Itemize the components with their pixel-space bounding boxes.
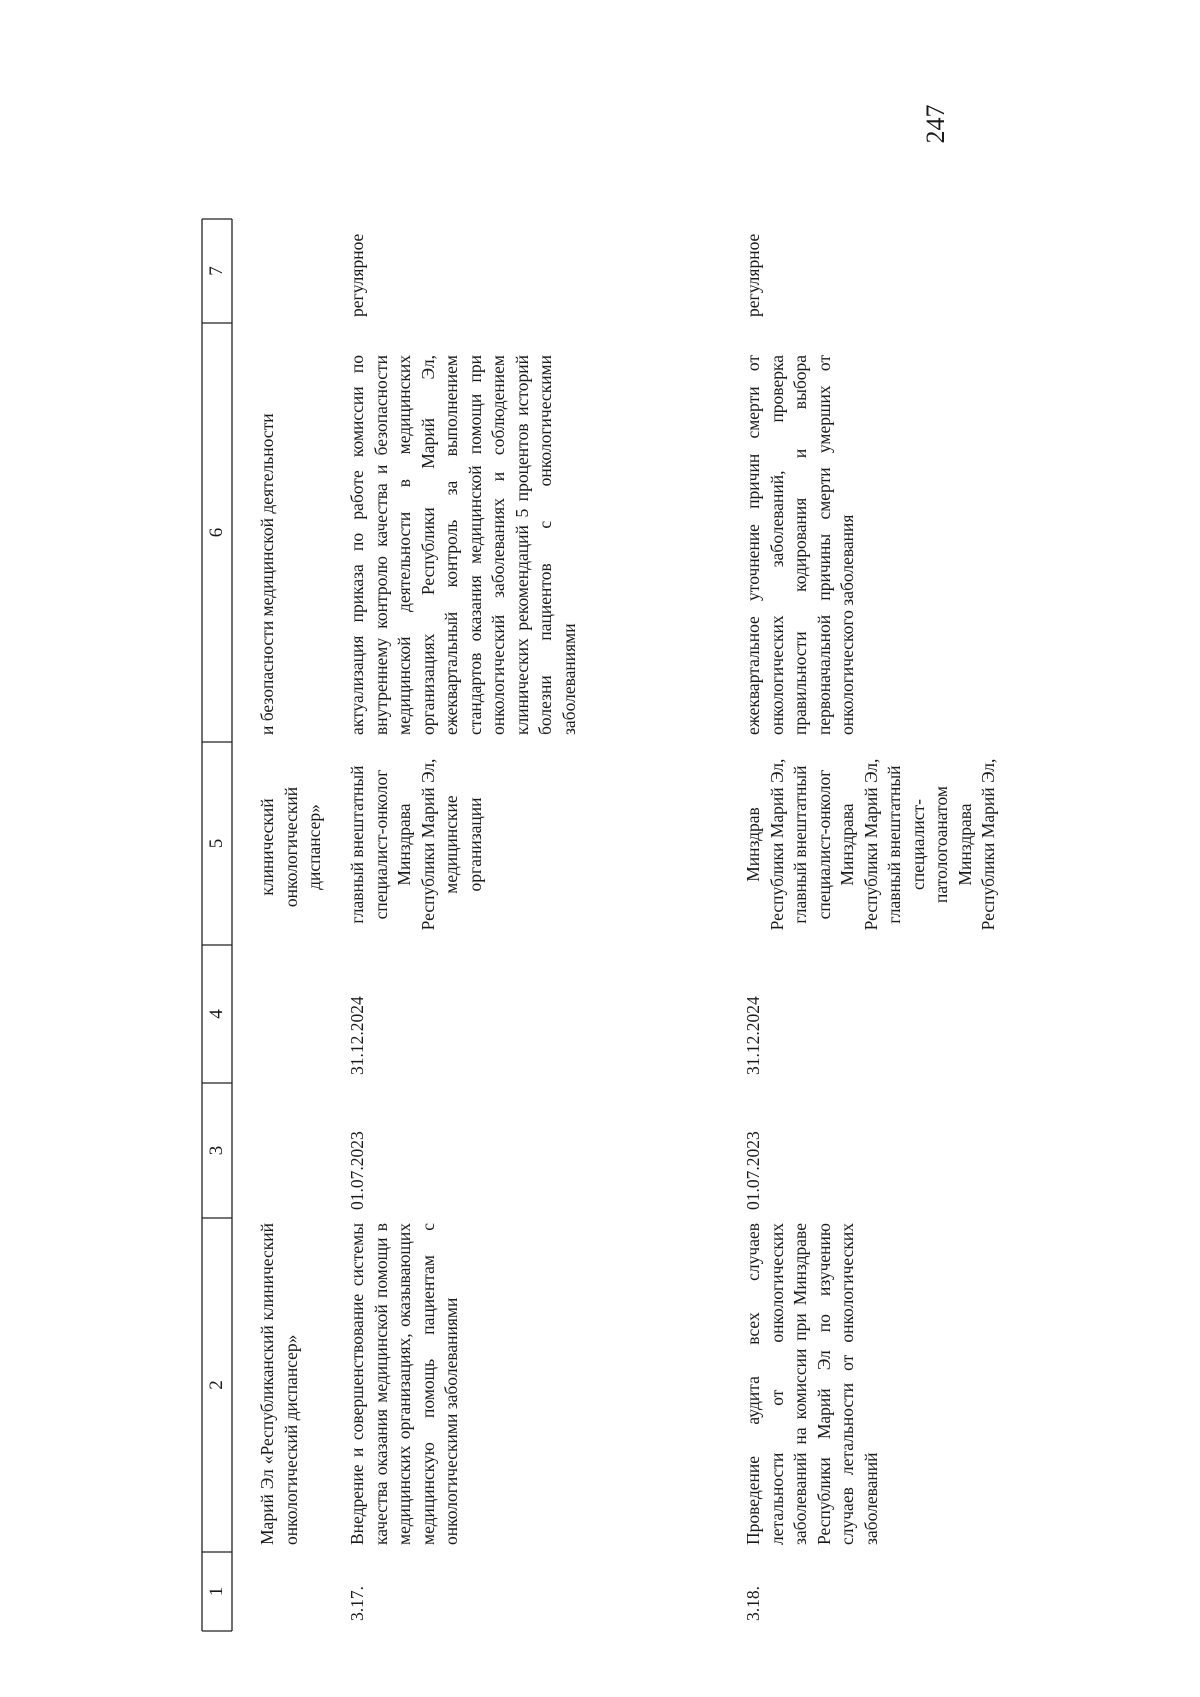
row-3-18-number: 3.18.: [743, 1586, 763, 1621]
continuation-organization: Марий Эл «Республиканский клинический онкологический диспансер»: [257, 1223, 301, 1545]
rotated-table-page: [0, 197, 1200, 1697]
column-header-2: 2: [206, 1380, 227, 1390]
table-grid: [0, 197, 1200, 1697]
row-3-17-start-date: 01.07.2023: [347, 1131, 367, 1210]
row-3-18-title: Проведение аудита всех случаев летальности от онкологических заболеваний на комиссии при Минздраве Республики Марий Эл по изучению случаев летальности от онкологических заболеваний: [743, 1223, 881, 1545]
row-3-17-end-date: 31.12.2024: [347, 996, 367, 1075]
column-header-7: 7: [206, 266, 227, 276]
row-3-18-frequency: регулярное: [743, 233, 763, 317]
row-3-17-frequency: регулярное: [347, 233, 367, 317]
column-header-6: 6: [206, 527, 227, 538]
column-header-1: 1: [206, 1586, 227, 1597]
row-3-17-title: Внедрение и совершенствование системы качества оказания медицинской помощи в медицинских организациях, оказывающих медицинскую помощь пациентам с онкологическими заболеваниями: [347, 1223, 461, 1545]
continuation-responsible: клинический онкологический диспансер»: [257, 786, 324, 908]
row-3-18-result: ежеквартальное уточнение причин смерти от онкологических заболеваний, проверка правильности кодирования и выбора первоначальной причины смерти умерших от онкологического заболевания: [743, 355, 857, 735]
row-3-18-responsible: Минздрав Республики Марий Эл, главный внештатный специалист-онколог Минздрава Республики Марий Эл, главный внештатный специалист- патологоанатом Минздрава Республики Марий Эл,: [743, 758, 998, 931]
row-3-17-responsible: главный внештатный специалист-онколог Минздрава Республики Марий Эл, медицинские организации: [347, 758, 485, 931]
row-3-18-end-date: 31.12.2024: [743, 996, 763, 1075]
row-3-17-result: актуализация приказа по работе комиссии по внутреннему контролю качества и безопасности медицинской деятельности в медицинских организациях Республики Марий Эл, ежеквартальный контроль за выполнением стандартов оказания медицинской помощи при онкологический заболеваниях и соблюдением клинических рекомендаций 5 процентов историй болезни пациентов с онкологическими заболеваниями: [347, 355, 579, 735]
continuation-result: и безопасности медицинской деятельности: [257, 413, 277, 735]
column-header-4: 4: [206, 1009, 227, 1019]
column-header-3: 3: [206, 1145, 227, 1156]
column-header-5: 5: [206, 838, 227, 849]
row-3-17-number: 3.17.: [347, 1586, 367, 1621]
page-number: 247: [921, 104, 950, 144]
row-3-18-start-date: 01.07.2023: [743, 1131, 763, 1210]
